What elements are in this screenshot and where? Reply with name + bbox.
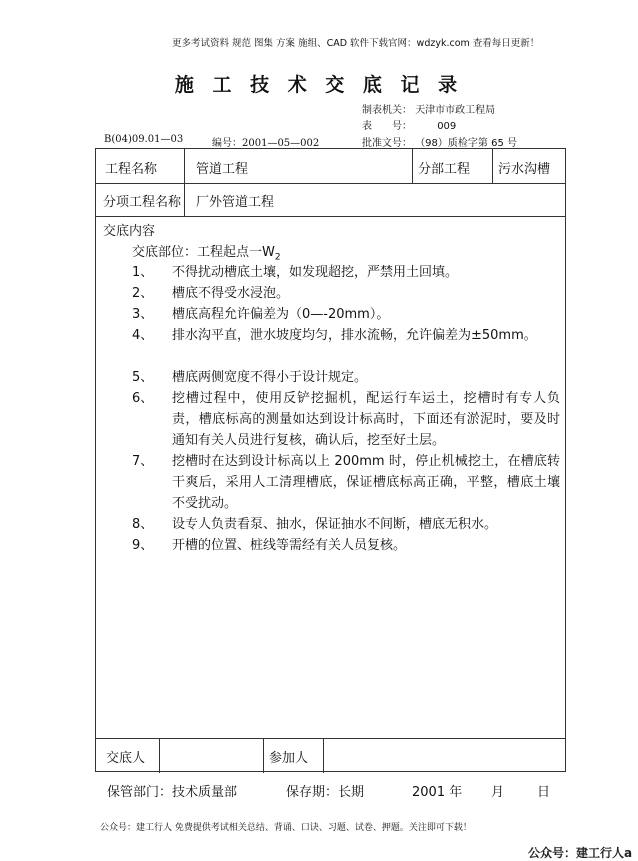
item-number: 1、 xyxy=(132,265,154,280)
item-text: 开槽的位置、桩线等需经有关人员复核。 xyxy=(172,538,407,553)
content-heading: 交底内容 xyxy=(103,224,156,239)
subproject-label: 分项工程名称 xyxy=(103,195,182,210)
page-title: 施 工 技 术 交 底 记 录 xyxy=(174,74,464,96)
col-divider xyxy=(412,149,413,183)
location-line xyxy=(132,241,281,263)
record-number xyxy=(212,134,319,149)
disclosure-items xyxy=(132,262,562,562)
custody-dept-label: 保管部门： xyxy=(107,785,173,800)
item-number: 2、 xyxy=(132,286,154,301)
location-subscript: 2 xyxy=(274,252,281,263)
item-text: 槽底不得受水浸泡。 xyxy=(172,286,290,301)
record-table xyxy=(95,148,566,772)
item-text: 设专人负责看泵、抽水，保证抽水不间断，槽底无积水。 xyxy=(172,517,498,532)
row-divider xyxy=(96,183,565,184)
item-number: 5、 xyxy=(132,370,154,385)
item-number: 4、 xyxy=(132,328,154,343)
item-text: 不得扰动槽底土壤，如发现超挖，严禁用土回填。 xyxy=(172,265,459,280)
item-text: 排水沟平直，泄水坡度均匀，排水流畅，允许偏差为±50mm。 xyxy=(172,328,537,343)
col-divider xyxy=(184,183,185,216)
approval-value: （98）质检字第 65 号 xyxy=(415,138,517,149)
col-divider xyxy=(263,738,264,773)
watermark: 公众号：建工行人a xyxy=(528,846,633,860)
col-divider xyxy=(159,738,160,773)
custody-dept xyxy=(107,781,237,800)
item-number: 8、 xyxy=(132,517,154,532)
form-number-value: 009 xyxy=(437,121,457,132)
discloser-label: 交底人 xyxy=(106,751,146,766)
footer-day: 日 xyxy=(537,785,551,800)
footer-month: 月 xyxy=(491,785,505,800)
item-text: 挖槽过程中，使用反铲挖掘机，配运行车运土，挖槽时有专人负责，槽底标高的测量如达到设计标高时，下面还有淤泥时，要及时通知有关人员进行复核，确认后，挖至好土层。 xyxy=(172,391,560,448)
participants-label: 参加人 xyxy=(269,751,309,766)
project-name-label: 工程名称 xyxy=(105,162,158,177)
retention-label: 保存期： xyxy=(286,785,339,800)
item-number: 7、 xyxy=(132,454,154,469)
item-number: 6、 xyxy=(132,391,154,406)
download-banner: 更多考试资料 规范 图集 方案 施组、CAD 软件下载官网：wdzyk.com 查看每日更新！ xyxy=(172,38,540,49)
location-label: 交底部位：工程起点一W xyxy=(132,245,275,260)
record-number-value: 2001—05—002 xyxy=(242,138,320,149)
issuer-value: 天津市市政工程局 xyxy=(415,105,496,116)
col-divider xyxy=(492,149,493,183)
issuer-row xyxy=(362,101,495,116)
retention-value: 长期 xyxy=(338,785,365,800)
record-number-label: 编号： xyxy=(212,138,242,149)
custody-dept-value: 技术质量部 xyxy=(172,785,238,800)
row-divider xyxy=(96,216,565,217)
subproject-value: 厂外管道工程 xyxy=(196,195,275,210)
item-text: 挖槽时在达到设计标高以上 200mm 时，停止机械挖土，在槽底转干爽后，采用人工清理槽底，保证槽底标高正确，平整，槽底土壤不受扰动。 xyxy=(172,454,560,511)
col-divider xyxy=(323,738,324,773)
footer-year: 2001 年 xyxy=(412,785,463,800)
approval-label: 批准文号： xyxy=(362,138,412,149)
project-name-value: 管道工程 xyxy=(196,162,249,177)
form-number-label: 表 号： xyxy=(362,121,412,132)
item-text: 槽底高程允许偏差为（0—-20mm）。 xyxy=(172,307,390,322)
division-value: 污水沟槽 xyxy=(498,162,551,177)
form-number-row xyxy=(362,117,456,132)
row-divider xyxy=(96,738,565,739)
approval-row xyxy=(362,134,517,149)
col-divider xyxy=(184,149,185,183)
retention-period xyxy=(286,781,364,800)
division-label: 分部工程 xyxy=(418,162,471,177)
item-number: 3、 xyxy=(132,307,154,322)
item-number: 9、 xyxy=(132,538,154,553)
issuer-label: 制表机关： xyxy=(362,105,412,116)
doc-code: B(04)09.01—03 xyxy=(104,134,184,145)
bottom-note: 公众号：建工行人 免费提供考试相关总结、背诵、口诀、习题、试卷、押题。关注即可下载！ xyxy=(100,823,472,833)
item-text: 槽底两侧宽度不得小于设计规定。 xyxy=(172,370,368,385)
